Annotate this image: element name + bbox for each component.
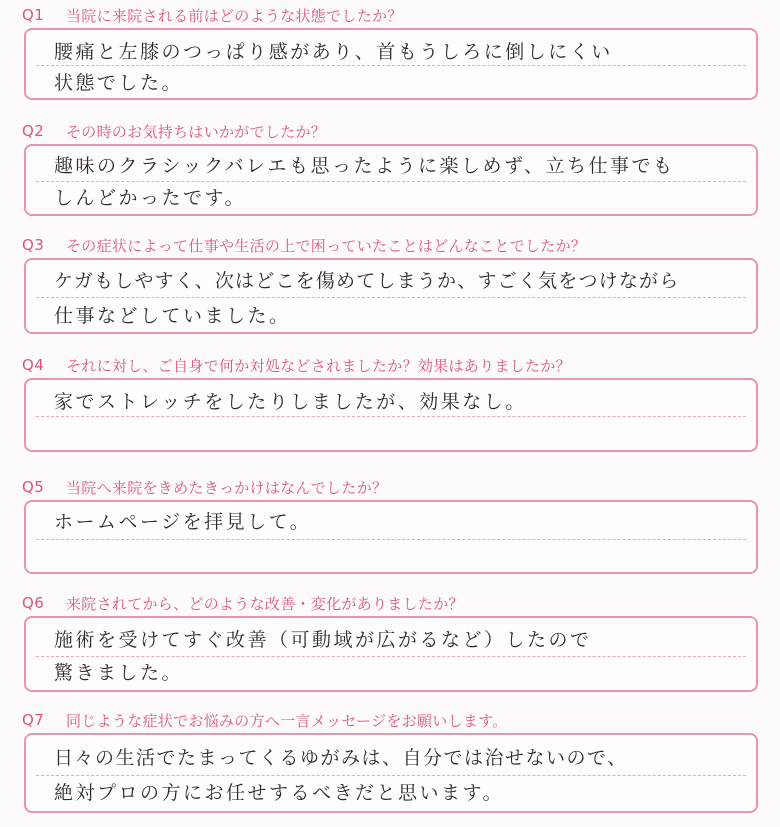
question-text: その時のお気持ちはいかがでしたか？	[66, 122, 327, 141]
answer-line: 驚きました。	[54, 662, 184, 684]
question-number: Q6	[22, 594, 45, 612]
answer-line: 家でストレッチをしたりしましたが、効果なし。	[54, 391, 527, 413]
question-header	[22, 592, 464, 614]
answer-box	[24, 616, 758, 692]
question-number: Q5	[22, 478, 45, 496]
answer-rule	[36, 775, 746, 776]
question-number: Q7	[22, 711, 45, 729]
question-header	[22, 4, 403, 26]
answer-line: ホームページを拝見して。	[54, 511, 312, 533]
answer-box	[24, 500, 758, 574]
answer-rule	[36, 539, 746, 540]
answer-line: 仕事などしていました。	[54, 305, 291, 327]
question-header	[22, 354, 571, 376]
answer-box	[24, 144, 758, 216]
answer-rule	[36, 416, 746, 417]
answer-line: 腰痛と左膝のつっぱり感があり、首もうしろに倒しにくい	[54, 41, 613, 63]
question-text: その症状によって仕事や生活の上で困っていたことはどんなことでしたか？	[66, 236, 587, 255]
answer-line: 状態でした。	[54, 72, 184, 94]
question-text: 来院されてから、どのような改善・変化がありましたか？	[66, 594, 464, 613]
question-text: それに対し、ご自身で何か対処などされましたか？効果はありましたか？	[66, 356, 571, 375]
answer-line: 施術を受けてすぐ改善（可動域が広がるなど）したので	[54, 629, 592, 651]
question-text: 当院に来院される前はどのような状態でしたか？	[66, 6, 403, 25]
answer-box	[24, 258, 758, 334]
answer-box	[24, 378, 758, 452]
question-header	[22, 234, 586, 256]
question-text: 当院へ来院をきめたきっかけはなんでしたか？	[66, 478, 388, 497]
answer-line: しんどかったです。	[54, 187, 246, 209]
answer-rule	[36, 656, 746, 657]
answer-box	[24, 28, 758, 100]
question-number: Q2	[22, 122, 45, 140]
question-header	[22, 709, 508, 731]
answer-line: ケガもしやすく、次はどこを傷めてしまうか、すごく気をつけながら	[54, 270, 680, 292]
question-number: Q3	[22, 236, 45, 254]
answer-line: 絶対プロの方にお任せするべきだと思います。	[54, 782, 504, 804]
answer-line: 日々の生活でたまってくるゆがみは、自分では治せないので、	[54, 747, 628, 769]
answer-rule	[36, 65, 746, 66]
question-number: Q4	[22, 356, 45, 374]
answer-box	[24, 733, 758, 813]
question-header	[22, 476, 387, 498]
question-number: Q1	[22, 6, 45, 24]
question-text: 同じような症状でお悩みの方へ一言メッセージをお願いします。	[66, 711, 508, 730]
answer-rule	[36, 297, 746, 298]
answer-rule	[36, 181, 746, 182]
answer-line: 趣味のクラシックバレエも思ったように楽しめず、立ち仕事でも	[54, 155, 675, 177]
question-header	[22, 120, 326, 142]
